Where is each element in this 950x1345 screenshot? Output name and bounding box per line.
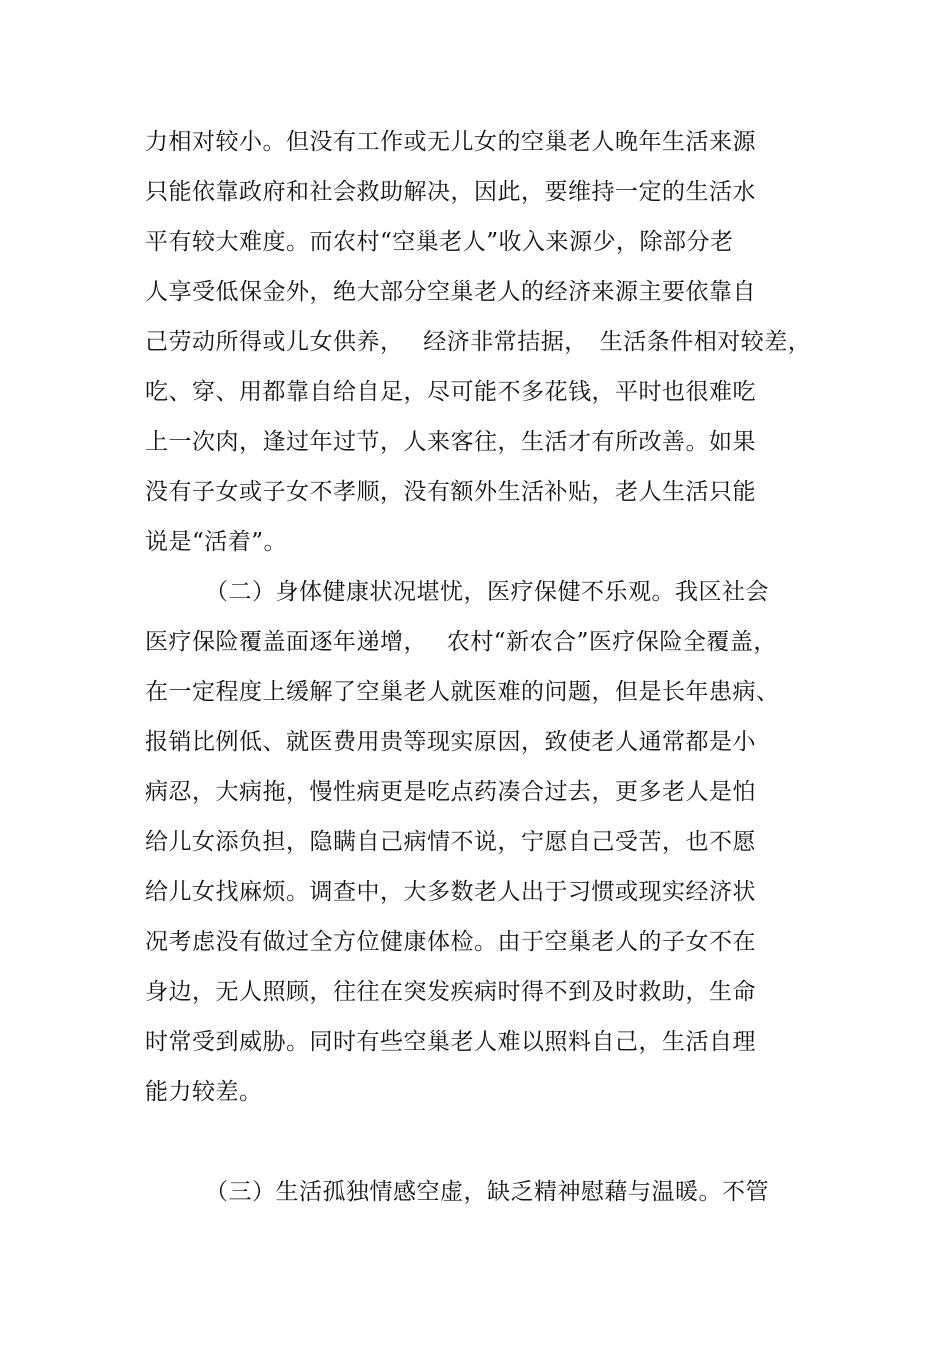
text-line: 在一定程度上缓解了空巢老人就医难的问题，但是长年患病、 [145, 679, 780, 705]
text-line: 给儿女添负担，隐瞒自己病情不说，宁愿自己受苦，也不愿 [145, 829, 756, 855]
text-line: 医疗保险覆盖面逐年递增， 农村“新农合”医疗保险全覆盖， [145, 629, 777, 655]
text-line: 吃、穿、用都靠自给自足，尽可能不多花钱，平时也很难吃 [145, 379, 756, 405]
text-line: 给儿女找麻烦。调查中，大多数老人出于习惯或现实经济状 [145, 879, 756, 905]
text-line: 能力较差。 [145, 1079, 263, 1105]
text-line: 平有较大难度。而农村“空巢老人”收入来源少，除部分老 [145, 229, 734, 255]
text-line: 只能依靠政府和社会救助解决，因此，要维持一定的生活水 [145, 179, 756, 205]
section-heading-line: （三）生活孤独情感空虚，缺乏精神慰藉与温暖。不管 [205, 1179, 769, 1205]
text-line: 人享受低保金外，绝大部分空巢老人的经济来源主要依靠自 [145, 279, 756, 305]
text-line: 力相对较小。但没有工作或无儿女的空巢老人晚年生活来源 [145, 129, 756, 155]
text-line: 时常受到威胁。同时有些空巢老人难以照料自己，生活自理 [145, 1029, 756, 1055]
text-line: 己劳动所得或儿女供养， 经济非常拮据， 生活条件相对较差， [145, 329, 812, 355]
text-line: 没有子女或子女不孝顺，没有额外生活补贴，老人生活只能 [145, 479, 756, 505]
text-line: 况考虑没有做过全方位健康体检。由于空巢老人的子女不在 [145, 929, 756, 955]
text-line: 说是“活着”。 [145, 529, 288, 555]
text-line: 身边，无人照顾，往往在突发疾病时得不到及时救助，生命 [145, 979, 756, 1005]
text-line: 病忍，大病拖，慢性病更是吃点药凑合过去，更多老人是怕 [145, 779, 756, 805]
section-heading-line: （二）身体健康状况堪忧，医疗保健不乐观。我区社会 [205, 579, 769, 605]
text-line: 报销比例低、就医费用贵等现实原因，致使老人通常都是小 [145, 729, 756, 755]
text-line: 上一次肉，逢过年过节，人来客往，生活才有所改善。如果 [145, 429, 756, 455]
